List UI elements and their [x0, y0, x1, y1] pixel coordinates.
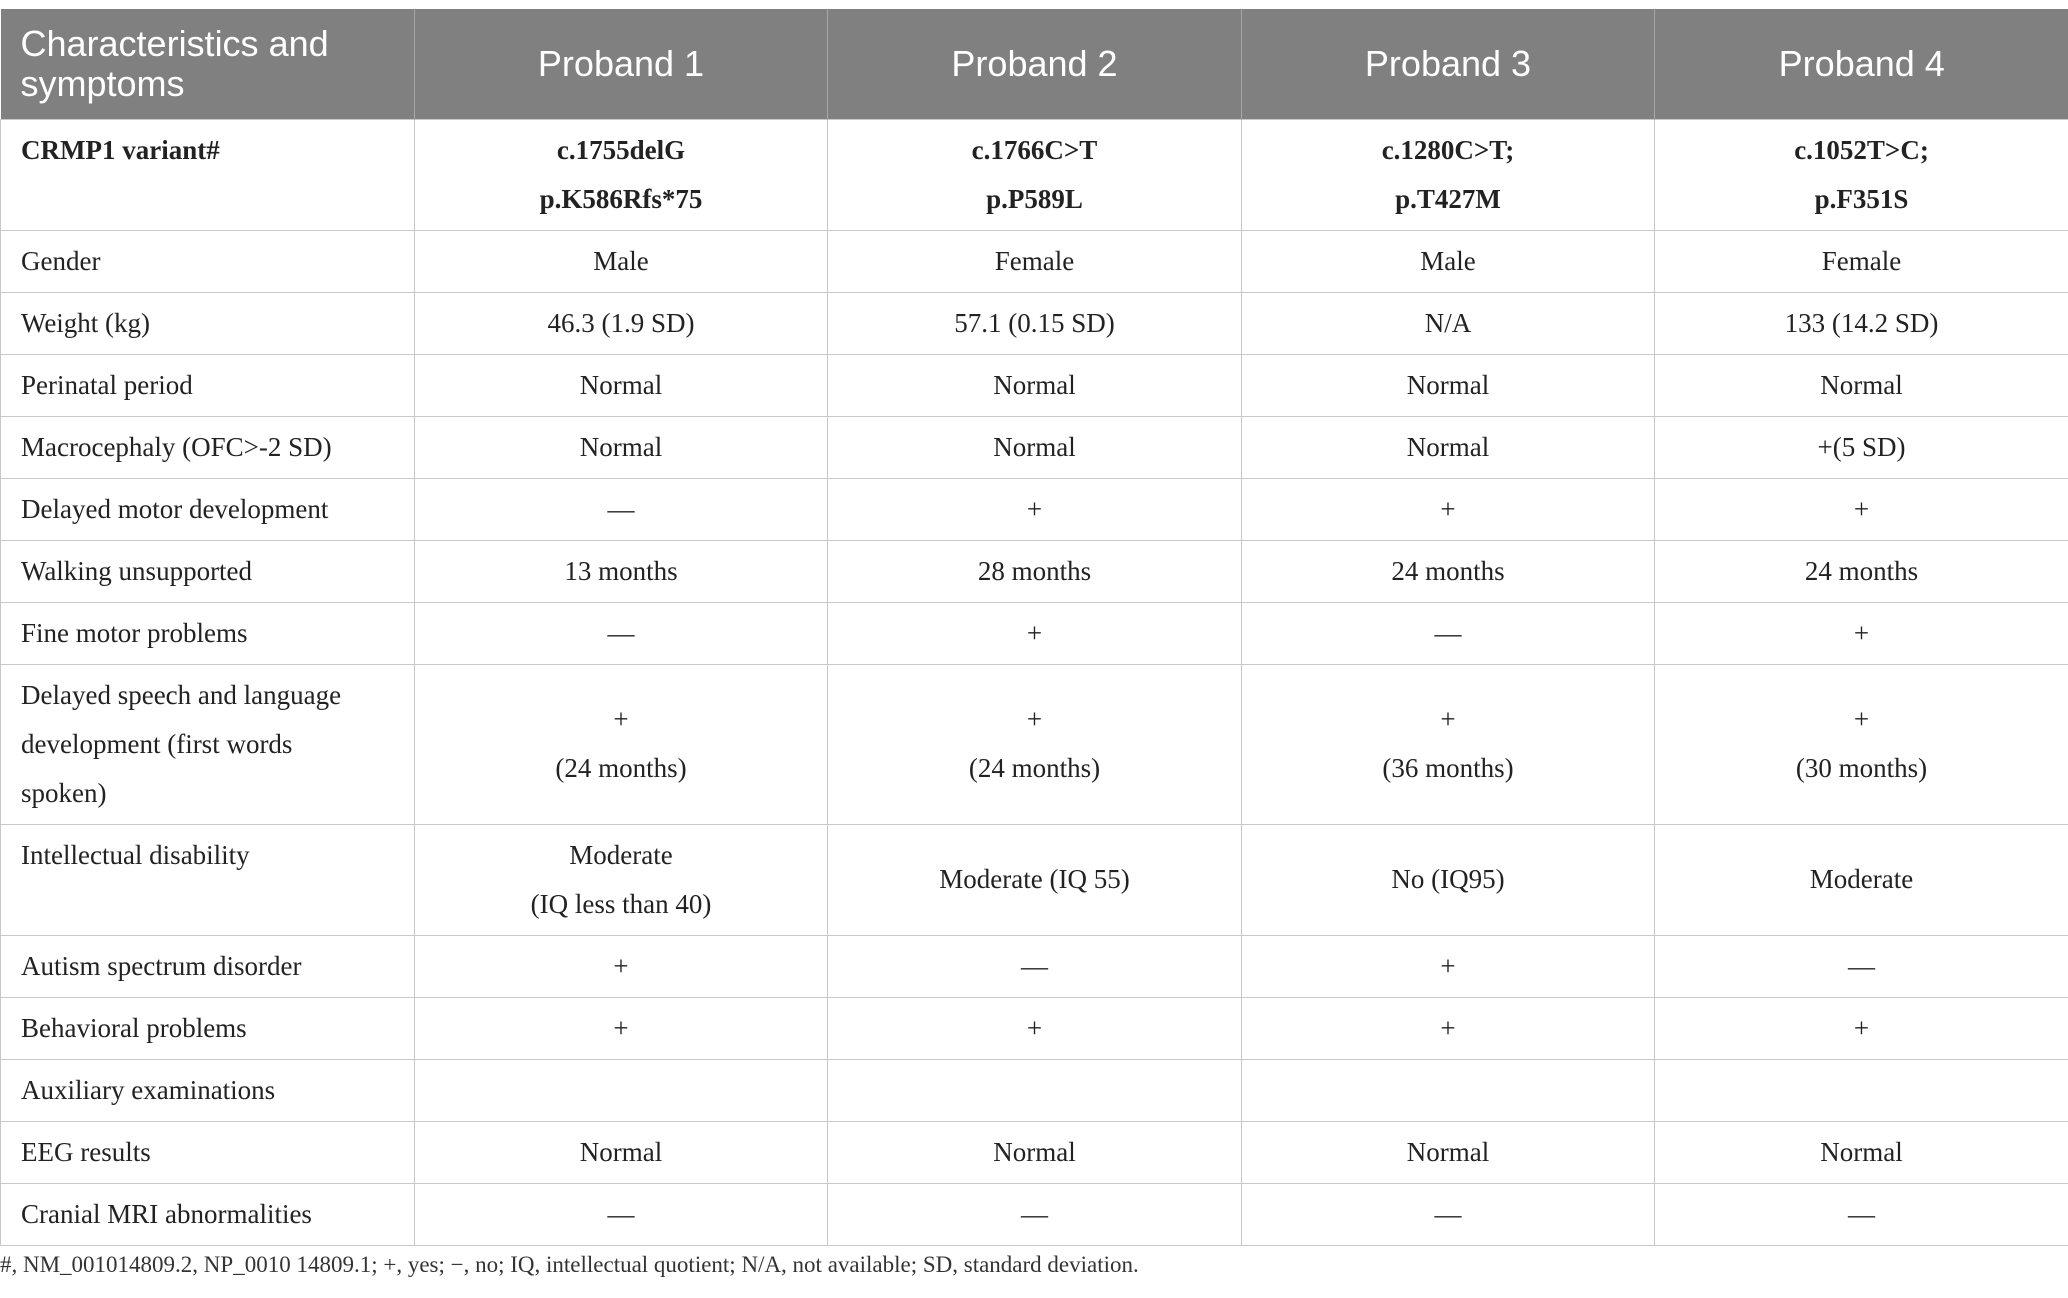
row-label: CRMP1 variant#: [1, 119, 415, 230]
row-label: Auxiliary examinations: [1, 1059, 415, 1121]
cell-value: —: [1021, 1198, 1048, 1229]
cell-value: +: [1026, 1012, 1043, 1043]
proband-1-cell: [415, 540, 828, 602]
cell-value: Moderate (IQ 55): [939, 864, 1130, 894]
cell-value: 24 months: [1804, 555, 1919, 586]
proband-2-cell: [828, 997, 1242, 1059]
cell-value: Normal: [1820, 369, 1903, 400]
proband-3-cell: [1242, 478, 1655, 540]
proband-1-cell: [415, 1059, 828, 1121]
table-row: [1, 824, 2068, 935]
proband-2-cell: [828, 478, 1242, 540]
header-characteristics: Characteristics and symptoms: [1, 9, 415, 119]
table-row: [1, 935, 2068, 997]
proband-2-cell: [828, 1121, 1242, 1183]
cell-value: (24 months): [555, 753, 687, 783]
proband-4-cell: [1655, 540, 2068, 602]
row-label-line: Delayed speech and language: [21, 679, 342, 710]
cell-value: c.1755delG: [556, 134, 686, 165]
cell-value: —: [1021, 950, 1048, 981]
table-row: [1, 354, 2068, 416]
proband-1-cell: [415, 602, 828, 664]
proband-4-cell: [1655, 602, 2068, 664]
proband-2-cell: [828, 602, 1242, 664]
cell-value: —: [607, 617, 635, 648]
cell-value: Normal: [579, 1136, 663, 1167]
proband-3-cell: [1242, 1059, 1655, 1121]
proband-1-cell: [415, 824, 828, 935]
cell-value: +: [1853, 704, 1870, 734]
proband-2-cell: [828, 935, 1242, 997]
cell-value: —: [1848, 950, 1875, 981]
cell-value: +: [1853, 1012, 1870, 1043]
proband-2-cell: [828, 354, 1242, 416]
proband-3-cell: [1242, 119, 1655, 230]
proband-4-cell: [1655, 1121, 2068, 1183]
proband-2-cell: [828, 824, 1242, 935]
proband-3-cell: [1242, 664, 1655, 824]
header-proband-3: Proband 3: [1242, 9, 1655, 119]
proband-2-cell: [828, 664, 1242, 824]
row-label: Behavioral problems: [1, 997, 415, 1059]
cell-value: p.T427M: [1395, 183, 1501, 214]
cell-value: Normal: [993, 431, 1076, 462]
proband-1-cell: [415, 292, 828, 354]
cell-value: Normal: [579, 431, 663, 462]
proband-4-cell: [1655, 824, 2068, 935]
row-label: Walking unsupported: [1, 540, 415, 602]
table-row: [1, 1059, 2068, 1121]
proband-3-cell: [1242, 540, 1655, 602]
cell-value: c.1052T>C;: [1794, 134, 1929, 165]
proband-3-cell: [1242, 416, 1655, 478]
cell-value: +: [1026, 493, 1043, 524]
proband-3-cell: [1242, 230, 1655, 292]
cell-value: c.1280C>T;: [1381, 134, 1515, 165]
cell-value: Normal: [1820, 1136, 1903, 1167]
table-row: [1, 119, 2068, 230]
table-row: [1, 664, 2068, 824]
cell-value: (IQ less than 40): [530, 888, 712, 919]
proband-4-cell: [1655, 478, 2068, 540]
cell-value: +: [613, 950, 629, 981]
proband-1-cell: [415, 416, 828, 478]
cell-value: Normal: [993, 369, 1076, 400]
table-row: [1, 292, 2068, 354]
cell-value: p.F351S: [1814, 183, 1909, 214]
table-row: [1, 602, 2068, 664]
cell-value: Normal: [1406, 431, 1490, 462]
cell-value: —: [607, 1198, 635, 1229]
proband-4-cell: [1655, 119, 2068, 230]
cell-value: +: [613, 1012, 629, 1043]
cell-value: —: [1848, 1198, 1875, 1229]
cell-value: (30 months): [1795, 753, 1928, 783]
row-label: Gender: [1, 230, 415, 292]
row-label: [1, 664, 415, 824]
cell-value: —: [1434, 1198, 1462, 1229]
header-proband-1: Proband 1: [415, 9, 828, 119]
characteristics-table: [0, 9, 2068, 1246]
table-row: [1, 1183, 2068, 1245]
proband-3-cell: [1242, 1183, 1655, 1245]
cell-value: (36 months): [1382, 753, 1514, 783]
row-label: EEG results: [1, 1121, 415, 1183]
proband-4-cell: [1655, 1183, 2068, 1245]
proband-3-cell: [1242, 935, 1655, 997]
header-proband-2: Proband 2: [828, 9, 1242, 119]
proband-1-cell: [415, 1183, 828, 1245]
cell-value: 46.3 (1.9 SD): [547, 307, 695, 338]
cell-value: Male: [593, 245, 649, 276]
table-row: [1, 230, 2068, 292]
row-label: Delayed motor development: [1, 478, 415, 540]
proband-1-cell: [415, 997, 828, 1059]
proband-1-cell: [415, 664, 828, 824]
cell-value: +: [1440, 950, 1456, 981]
cell-value: +: [1440, 704, 1456, 734]
cell-value: +: [613, 704, 629, 734]
cell-value: 133 (14.2 SD): [1784, 307, 1939, 338]
cell-value: c.1766C>T: [971, 134, 1098, 165]
cell-value: +: [1026, 704, 1043, 734]
cell-value: Normal: [579, 369, 663, 400]
row-label: Cranial MRI abnormalities: [1, 1183, 415, 1245]
table-row: [1, 416, 2068, 478]
cell-value: Female: [1821, 245, 1902, 276]
proband-4-cell: [1655, 292, 2068, 354]
cell-value: Moderate: [1809, 864, 1914, 894]
proband-4-cell: [1655, 354, 2068, 416]
table-header-row: [1, 9, 2068, 119]
row-label-line: development (first words: [21, 728, 293, 759]
cell-value: Normal: [993, 1136, 1076, 1167]
proband-1-cell: [415, 1121, 828, 1183]
cell-value: +: [1853, 617, 1870, 648]
proband-2-cell: [828, 416, 1242, 478]
cell-value: —: [607, 493, 635, 524]
cell-value: +: [1440, 493, 1456, 524]
proband-2-cell: [828, 119, 1242, 230]
table-row: [1, 540, 2068, 602]
cell-value: Male: [1420, 245, 1476, 276]
proband-2-cell: [828, 540, 1242, 602]
cell-value: 13 months: [564, 555, 678, 586]
cell-value: (24 months): [968, 753, 1101, 783]
proband-4-cell: [1655, 664, 2068, 824]
cell-value: No (IQ95): [1391, 864, 1505, 894]
cell-value: 57.1 (0.15 SD): [954, 307, 1115, 338]
proband-2-cell: [828, 230, 1242, 292]
row-label-line: spoken): [21, 777, 107, 808]
table-row: [1, 1121, 2068, 1183]
proband-3-cell: [1242, 602, 1655, 664]
proband-3-cell: [1242, 292, 1655, 354]
table-row: [1, 478, 2068, 540]
cell-value: p.K586Rfs*75: [539, 183, 703, 214]
header-proband-4: Proband 4: [1655, 9, 2068, 119]
cell-value: Female: [994, 245, 1075, 276]
cell-value: Moderate: [569, 839, 673, 870]
proband-3-cell: [1242, 997, 1655, 1059]
cell-value: p.P589L: [986, 183, 1083, 214]
proband-1-cell: [415, 935, 828, 997]
row-label: Weight (kg): [1, 292, 415, 354]
proband-2-cell: [828, 1059, 1242, 1121]
proband-4-cell: [1655, 997, 2068, 1059]
cell-value: +: [1440, 1012, 1456, 1043]
cell-value: +: [1026, 617, 1043, 648]
characteristics-table-container: [0, 9, 2068, 1246]
table-footnote: #, NM_001014809.2, NP_0010 14809.1; +, yes; −, no; IQ, intellectual quotient; N/A, not available; SD, standard deviation.: [0, 1252, 1139, 1277]
proband-3-cell: [1242, 1121, 1655, 1183]
cell-value: N/A: [1424, 307, 1472, 338]
table-row: [1, 997, 2068, 1059]
cell-value: 24 months: [1391, 555, 1505, 586]
proband-4-cell: [1655, 1059, 2068, 1121]
row-label: Autism spectrum disorder: [1, 935, 415, 997]
cell-value: 28 months: [977, 555, 1092, 586]
cell-value: +(5 SD): [1817, 431, 1906, 462]
proband-3-cell: [1242, 824, 1655, 935]
proband-2-cell: [828, 292, 1242, 354]
cell-value: Normal: [1406, 369, 1490, 400]
cell-value: —: [1434, 617, 1462, 648]
proband-1-cell: [415, 119, 828, 230]
proband-1-cell: [415, 478, 828, 540]
row-label: Fine motor problems: [1, 602, 415, 664]
table-body: [1, 119, 2068, 1245]
proband-1-cell: [415, 230, 828, 292]
proband-2-cell: [828, 1183, 1242, 1245]
row-label: Perinatal period: [1, 354, 415, 416]
proband-3-cell: [1242, 354, 1655, 416]
row-label: Macrocephaly (OFC>-2 SD): [1, 416, 415, 478]
cell-value: +: [1853, 493, 1870, 524]
cell-value: Normal: [1406, 1136, 1490, 1167]
proband-1-cell: [415, 354, 828, 416]
proband-4-cell: [1655, 230, 2068, 292]
row-label: Intellectual disability: [1, 824, 415, 935]
proband-4-cell: [1655, 416, 2068, 478]
proband-4-cell: [1655, 935, 2068, 997]
